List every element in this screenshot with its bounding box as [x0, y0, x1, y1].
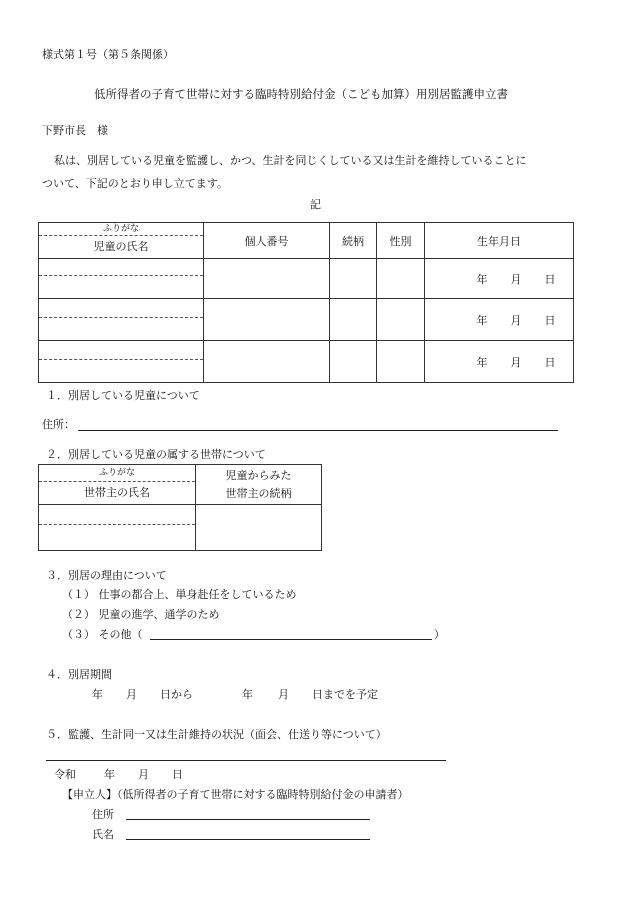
- applicant-name-label: 氏名: [92, 828, 114, 841]
- date-year: 年: [104, 768, 115, 781]
- date-day: 日: [172, 768, 183, 781]
- furigana-label: ふりがな: [39, 465, 195, 482]
- dob-cell[interactable]: 年 月 日: [425, 341, 574, 383]
- document-title: 低所得者の子育て世帯に対する臨時特別給付金（こども加算）用別居監護申立書: [94, 87, 508, 101]
- id-header: 個人番号: [204, 223, 330, 259]
- applicant-name-line[interactable]: [126, 839, 370, 840]
- period-end-year: 年: [242, 688, 253, 701]
- sex-cell[interactable]: [377, 259, 425, 299]
- reason-option-3[interactable]: （３） その他（: [62, 628, 143, 641]
- section5-title: ５．監護、生計同一又は生計維持の状況（面会、仕送り等について）: [46, 728, 387, 741]
- period-end-month: 月: [278, 688, 289, 701]
- reason-option-2[interactable]: （２） 児童の進学、通学のため: [62, 608, 220, 621]
- situation-input-line[interactable]: [46, 760, 446, 761]
- dob-cell[interactable]: 年 月 日: [425, 259, 574, 299]
- applicant-address-line[interactable]: [126, 819, 370, 820]
- applicant-address-label: 住所: [92, 808, 114, 821]
- head-relation-header: 児童からみた 世帯主の続柄: [196, 465, 322, 505]
- period-start-month: 月: [126, 688, 137, 701]
- period-start-day: 日から: [160, 688, 193, 701]
- id-cell[interactable]: [204, 299, 330, 341]
- relation-cell[interactable]: [330, 259, 377, 299]
- dob-header: 生年月日: [425, 223, 574, 259]
- section3-title: ３．別居の理由について: [46, 569, 167, 582]
- date-month: 月: [138, 768, 149, 781]
- table-row: [39, 341, 574, 383]
- sex-cell[interactable]: [377, 299, 425, 341]
- head-name-header-cell: [39, 465, 196, 505]
- date-era: 令和: [54, 768, 76, 781]
- id-cell[interactable]: [204, 259, 330, 299]
- table-row: [39, 505, 322, 551]
- period-end-day: 日までを予定: [312, 688, 378, 701]
- relation-cell[interactable]: [330, 299, 377, 341]
- children-table: [38, 222, 574, 383]
- section1-title: １．別居している児童について: [46, 389, 200, 402]
- intro-line-2: ついて、下記のとおり申し立てます。: [42, 177, 228, 190]
- child-name-header: 児童の氏名: [93, 239, 149, 253]
- sex-cell[interactable]: [377, 341, 425, 383]
- relation-cell[interactable]: [330, 341, 377, 383]
- id-cell[interactable]: [204, 341, 330, 383]
- table-row: [39, 299, 574, 341]
- addressee: 下野市長 様: [42, 124, 108, 137]
- address-input-line[interactable]: [78, 430, 558, 431]
- intro-line-1: 私は、別居している児童を監護し、かつ、生計を同じくしている又は生計を維持していることに: [54, 154, 527, 167]
- head-relation-cell[interactable]: [196, 505, 322, 551]
- table-row: [39, 259, 574, 299]
- form-number: 様式第１号（第５条関係）: [42, 48, 174, 61]
- household-table: [38, 464, 322, 551]
- dob-cell[interactable]: 年 月 日: [425, 299, 574, 341]
- section2-title: ２．別居している児童の属する世帯について: [46, 448, 266, 461]
- reason-option-1[interactable]: （１） 仕事の都合上、単身赴任をしているため: [62, 588, 297, 601]
- relation-header: 続柄: [330, 223, 377, 259]
- head-name-cell[interactable]: [39, 505, 196, 551]
- address-label: 住所：: [42, 418, 75, 431]
- child-name-cell[interactable]: [39, 341, 204, 383]
- furigana-label: ふりがな: [39, 224, 203, 236]
- child-name-cell[interactable]: [39, 299, 204, 341]
- other-reason-line[interactable]: [150, 639, 432, 640]
- child-name-cell[interactable]: [39, 259, 204, 299]
- period-start-year: 年: [92, 688, 103, 701]
- other-close-paren: ）: [434, 628, 445, 641]
- applicant-heading: 【申立人】（低所得者の子育て世帯に対する臨時特別給付金の申請者）: [62, 788, 409, 801]
- sex-header: 性別: [377, 223, 425, 259]
- ki-label: 記: [310, 198, 321, 211]
- head-name-header: 世帯主の氏名: [84, 486, 150, 499]
- name-header-cell: [39, 223, 204, 259]
- section4-title: ４．別居期間: [46, 668, 112, 681]
